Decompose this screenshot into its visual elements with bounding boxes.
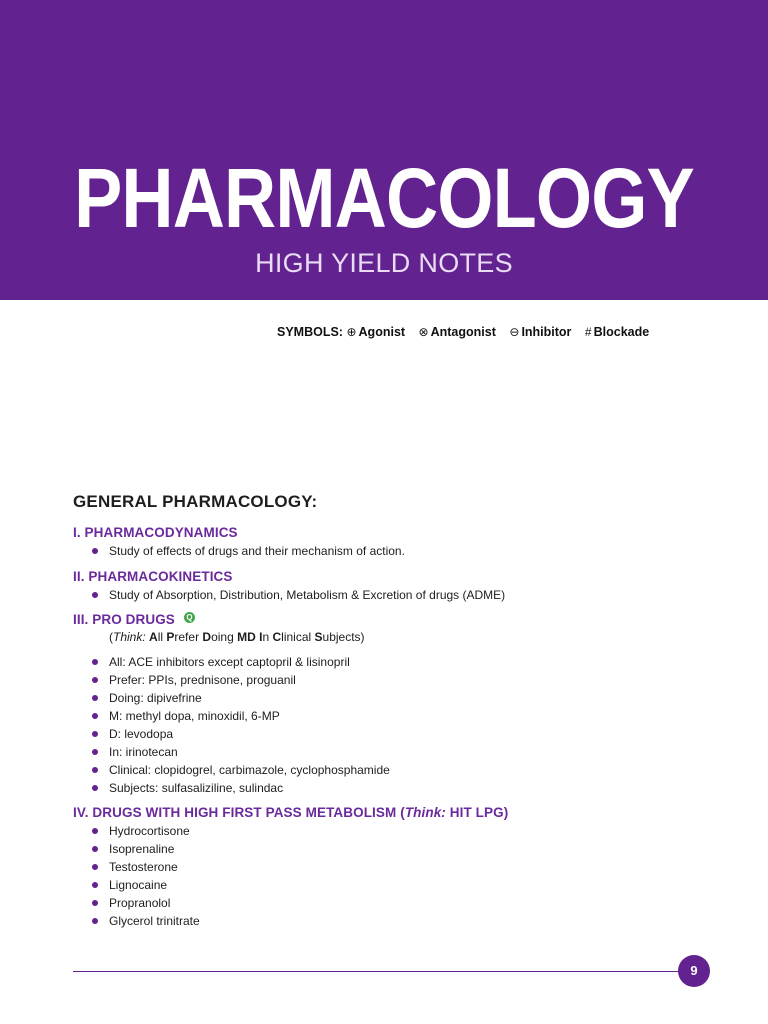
bullet-icon [92,749,98,755]
bullet-icon [92,767,98,773]
list-item: Testosterone [109,860,178,874]
subheading-mnemonic: HIT LPG) [445,805,509,820]
bullet-icon [92,900,98,906]
mnemonic-rest: oing [211,630,238,644]
subheading-pharmacodynamics: I. PHARMACODYNAMICS [73,525,238,540]
list-item: All: ACE inhibitors except captopril & lisinopril [109,655,350,669]
blockade-label: Blockade [593,325,650,339]
think-label: Think: [113,630,146,644]
bullet-icon [92,828,98,834]
mnemonic-rest: refer [174,630,203,644]
mnemonic-letter: P [166,630,175,644]
symbols-legend [277,324,649,340]
list-item: M: methyl dopa, minoxidil, 6-MP [109,709,280,723]
subheading-first-pass-metabolism [73,805,508,820]
bullet-icon [92,659,98,665]
agonist-symbol-icon: ⊕ [346,325,357,339]
list-item: Propranolol [109,896,171,910]
mnemonic-letter: S [314,630,323,644]
bullet-icon [92,846,98,852]
mnemonic-rest: ll [157,630,167,644]
question-badge-icon: Q [184,612,195,623]
bullet-icon [92,864,98,870]
bullet-icon [92,918,98,924]
antagonist-symbol-icon: ⊗ [418,325,429,339]
antagonist-label: Antagonist [430,325,496,339]
list-item: Lignocaine [109,878,168,892]
list-item: Study of Absorption, Distribution, Metabolism & Excretion of drugs (ADME) [109,588,506,602]
list-item: Study of effects of drugs and their mechanism of action. [109,544,405,558]
subheading-pro-drugs: III. PRO DRUGS [73,612,175,627]
list-item: Subjects: sulfasaliziline, sulindac [109,781,284,795]
bullet-icon [92,882,98,888]
list-item: Doing: dipivefrine [109,691,202,705]
page-number-badge: 9 [678,955,710,987]
bullet-icon [92,785,98,791]
list-item: Clinical: clopidogrel, carbimazole, cyclophosphamide [109,763,390,777]
bullet-icon [92,695,98,701]
mnemonic-letter: MD [237,630,256,644]
mnemonic-letter: D [202,630,212,644]
bullet-icon [92,677,98,683]
page-title: PHARMACOLOGY [74,151,694,245]
mnemonic-line [109,630,365,645]
mnemonic-rest: linical [281,630,315,644]
mnemonic-letter: A [149,630,158,644]
blockade-symbol-icon: # [584,325,592,339]
page-subtitle: HIGH YIELD NOTES [255,248,513,278]
agonist-label: Agonist [358,325,406,339]
mnemonic-paren: ( [109,630,113,644]
mnemonic-letter: I [259,630,263,644]
mnemonic-letter: C [272,630,282,644]
subheading-text: IV. DRUGS WITH HIGH FIRST PASS METABOLISM ( [73,805,405,820]
think-label: Think: [404,805,446,820]
bullet-icon [92,548,98,554]
section-heading-general-pharmacology: GENERAL PHARMACOLOGY: [73,492,318,511]
bullet-icon [92,731,98,737]
inhibitor-label: Inhibitor [521,325,572,339]
mnemonic-rest: n [262,630,273,644]
footer-divider [73,971,685,972]
subheading-pharmacokinetics: II. PHARMACOKINETICS [73,569,233,584]
mnemonic-rest: ubjects) [322,630,365,644]
list-item: Isoprenaline [109,842,175,856]
list-item: Hydrocortisone [109,824,190,838]
list-item: D: levodopa [109,727,174,741]
list-item: In: irinotecan [109,745,178,759]
bullet-icon [92,713,98,719]
bullet-icon [92,592,98,598]
inhibitor-symbol-icon: ⊖ [509,325,520,339]
list-item: Prefer: PPIs, prednisone, proguanil [109,673,296,687]
list-item: Glycerol trinitrate [109,914,200,928]
symbols-label: SYMBOLS: [277,325,343,339]
